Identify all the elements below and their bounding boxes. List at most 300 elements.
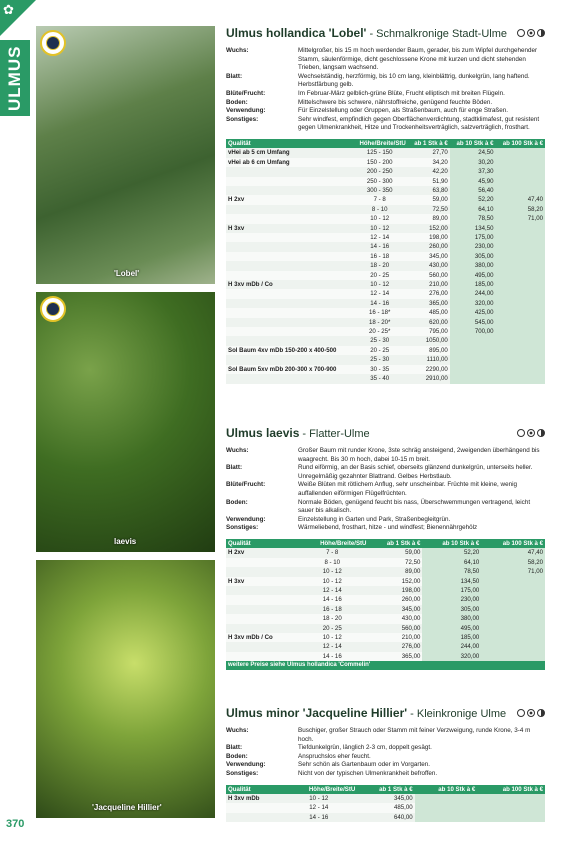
table-cell: 42,20: [408, 167, 450, 176]
table-cell: [481, 605, 545, 614]
table-cell: 12 - 14: [280, 803, 357, 812]
attribute-row: [226, 524, 545, 533]
table-cell: 18 - 20: [296, 614, 368, 623]
column-header: Höhe/Breite/StU: [352, 139, 408, 148]
table-row: [226, 652, 545, 661]
table-cell: [481, 642, 545, 651]
attribute-row: [226, 761, 545, 770]
table-cell: 10 - 12: [352, 214, 408, 223]
photo-caption: 'Jacqueline Hillier': [92, 803, 162, 812]
table-row: [226, 205, 545, 214]
table-row: [226, 595, 545, 604]
table-cell: [495, 224, 545, 233]
table-footnote: weitere Preise siehe Ulmus hollandica 'Commelin': [226, 661, 545, 670]
table-cell: [226, 803, 280, 812]
photo-caption: 'Lobel': [114, 269, 140, 278]
table-cell: 14 - 16: [296, 595, 368, 604]
price-table: [226, 785, 545, 823]
table-cell: 485,00: [408, 308, 450, 317]
table-cell: 14 - 16: [352, 299, 408, 308]
table-cell: 495,00: [422, 624, 481, 633]
table-cell: [226, 177, 352, 186]
table-cell: 185,00: [450, 280, 496, 289]
column-header: Qualität: [226, 139, 352, 148]
table-cell: [495, 158, 545, 167]
table-cell: 560,00: [408, 271, 450, 280]
table-cell: 58,20: [481, 558, 545, 567]
table-cell: 8 - 10: [296, 558, 368, 567]
table-cell: 134,50: [422, 577, 481, 586]
table-cell: [450, 355, 496, 364]
table-cell: 185,00: [422, 633, 481, 642]
quality-seal: [40, 30, 66, 56]
table-cell: [495, 318, 545, 327]
attribute-value: Rund eiförmig, an der Basis schief, oberseits glänzend dunkelgrün, unterseits heller. Unregelmäßig gezahnter Blattrand. Gelbes Herbstlaub.: [298, 464, 533, 480]
table-cell: 59,00: [408, 195, 450, 204]
column-header: ab 100 Stk à €: [481, 539, 545, 548]
table-row: [226, 252, 545, 261]
table-cell: 12 - 14: [352, 233, 408, 242]
table-cell: 560,00: [368, 624, 422, 633]
table-cell: [226, 233, 352, 242]
table-row: [226, 365, 545, 374]
table-cell: [226, 318, 352, 327]
attribute-value: Sehr windfest, empfindlich gegen Oberflächenverdichtung, stadtklimafest, gut resistent gegen Ulmenkrankheit, Hitze und Trockenheitsverträglich, salzverträglich, frosthart.: [298, 115, 540, 132]
table-cell: 300 - 350: [352, 186, 408, 195]
table-cell: [226, 242, 352, 251]
table-cell: 198,00: [368, 586, 422, 595]
table-cell: [226, 624, 296, 633]
table-cell: 152,00: [368, 577, 422, 586]
table-row: [226, 642, 545, 651]
attribute-list: [226, 447, 545, 533]
table-row: [226, 633, 545, 642]
table-row: [226, 186, 545, 195]
table-cell: [495, 346, 545, 355]
table-cell: [495, 299, 545, 308]
table-row: [226, 280, 545, 289]
table-cell: 47,40: [495, 195, 545, 204]
table-cell: [495, 186, 545, 195]
table-row: [226, 224, 545, 233]
table-cell: 25 - 30: [352, 336, 408, 345]
table-cell: 20 - 25: [352, 271, 408, 280]
table-cell: [226, 186, 352, 195]
table-cell: 152,00: [408, 224, 450, 233]
table-row: [226, 577, 545, 586]
table-cell: 795,00: [408, 327, 450, 336]
table-cell: 2910,00: [408, 374, 450, 383]
table-cell: 30,20: [450, 158, 496, 167]
table-cell: 345,00: [368, 605, 422, 614]
table-cell: 18 - 20*: [352, 318, 408, 327]
table-cell: 365,00: [368, 652, 422, 661]
table-cell: H 2xv: [226, 548, 296, 557]
table-cell: 20 - 25: [352, 346, 408, 355]
site-icons: [517, 709, 545, 717]
table-cell: 640,00: [357, 813, 414, 822]
table-cell: 244,00: [422, 642, 481, 651]
table-cell: [226, 642, 296, 651]
table-row: [226, 261, 545, 270]
column-header: ab 10 Stk à €: [422, 539, 481, 548]
attribute-label: Verwendung:: [226, 107, 266, 115]
table-cell: 51,90: [408, 177, 450, 186]
table-cell: 430,00: [368, 614, 422, 623]
table-cell: [495, 365, 545, 374]
site-icons: [517, 429, 545, 437]
section-jacqueline-hillier: [226, 706, 545, 822]
column-header: Qualität: [226, 539, 296, 548]
table-cell: 700,00: [450, 327, 496, 336]
attribute-label: Verwendung:: [226, 515, 266, 523]
table-cell: [495, 233, 545, 242]
attribute-row: [226, 753, 545, 762]
table-cell: 52,20: [422, 548, 481, 557]
table-cell: [495, 271, 545, 280]
table-cell: 16 - 18: [296, 605, 368, 614]
table-cell: [477, 794, 545, 803]
attribute-label: Blüte/Frucht:: [226, 89, 266, 97]
table-cell: [450, 346, 496, 355]
price-table: [226, 139, 545, 384]
table-cell: 63,80: [408, 186, 450, 195]
attribute-value: Mittelgroßer, bis 15 m hoch werdender Baum, gerader, bis zum Wipfel durchgehender Stamm, säulenförmige, dicht geschlossene Krone mit kurzen und dicht stehenden Trieben, langsam wachsend.: [298, 47, 538, 72]
attribute-row: [226, 744, 545, 753]
table-cell: [226, 205, 352, 214]
column-header: Höhe/Breite/StU: [280, 785, 357, 794]
table-cell: 34,20: [408, 158, 450, 167]
table-cell: 10 - 12: [352, 280, 408, 289]
attribute-row: [226, 73, 545, 90]
shade-icon: [537, 429, 545, 437]
product-title: Ulmus laevis - Flatter-Ulme: [226, 426, 545, 440]
attribute-list: [226, 47, 545, 133]
table-row: [226, 803, 545, 812]
table-cell: 198,00: [408, 233, 450, 242]
table-cell: 16 - 18: [352, 252, 408, 261]
section-laevis: [226, 426, 545, 670]
site-icons: [517, 29, 545, 37]
attribute-value: Für Einzelstellung oder Gruppen, als Straßenbaum, auch für enge Straßen.: [298, 107, 509, 115]
table-cell: [495, 242, 545, 251]
table-cell: 78,50: [450, 214, 496, 223]
table-row: [226, 813, 545, 822]
table-cell: 64,10: [450, 205, 496, 214]
column-header: ab 100 Stk à €: [477, 785, 545, 794]
table-cell: 12 - 14: [296, 642, 368, 651]
table-cell: [226, 614, 296, 623]
table-cell: [226, 252, 352, 261]
attribute-label: Sonstiges:: [226, 524, 259, 532]
table-cell: 52,20: [450, 195, 496, 204]
sun-icon: [517, 429, 525, 437]
table-cell: 10 - 12: [280, 794, 357, 803]
table-cell: 7 - 8: [296, 548, 368, 557]
table-cell: [226, 567, 296, 576]
table-cell: [226, 595, 296, 604]
table-cell: [495, 308, 545, 317]
table-row: [226, 148, 545, 157]
half-sun-icon: [527, 29, 535, 37]
leaf-icon: ✿: [3, 2, 14, 17]
table-cell: [495, 280, 545, 289]
table-cell: [226, 586, 296, 595]
table-row: [226, 299, 545, 308]
section-tab: [0, 0, 36, 118]
shade-icon: [537, 709, 545, 717]
table-cell: H 2xv: [226, 195, 352, 204]
table-cell: H 3xv: [226, 577, 296, 586]
table-cell: 7 - 8: [352, 195, 408, 204]
table-cell: [495, 327, 545, 336]
table-cell: [481, 652, 545, 661]
table-cell: [226, 299, 352, 308]
column-header: Qualität: [226, 785, 280, 794]
attribute-label: Boden:: [226, 98, 248, 106]
attribute-label: Blatt:: [226, 72, 243, 80]
table-cell: 10 - 12: [352, 224, 408, 233]
attribute-value: Einzelstellung in Garten und Park, Straßenbegleitgrün.: [298, 515, 451, 523]
table-row: [226, 318, 545, 327]
table-cell: 230,00: [422, 595, 481, 604]
table-cell: 320,00: [422, 652, 481, 661]
table-cell: 175,00: [422, 586, 481, 595]
attribute-row: [226, 99, 545, 108]
photo-lobel: [36, 26, 215, 284]
section-label: ULMUS: [0, 40, 30, 116]
table-cell: [226, 289, 352, 298]
table-cell: H 3xv mDb / Co: [226, 280, 352, 289]
table-cell: 71,00: [495, 214, 545, 223]
half-sun-icon: [527, 709, 535, 717]
table-cell: H 3xv mDb / Co: [226, 633, 296, 642]
table-row: [226, 624, 545, 633]
attribute-value: Anspruchslos eher feucht.: [298, 752, 371, 760]
table-cell: 276,00: [408, 289, 450, 298]
attribute-value: Buschiger, großer Strauch oder Stamm mit feiner Verzweigung, runde Krone, 3-4 m hoch.: [298, 727, 531, 743]
quality-seal: [40, 296, 66, 322]
table-cell: [495, 177, 545, 186]
table-cell: 210,00: [408, 280, 450, 289]
table-cell: 14 - 16: [296, 652, 368, 661]
table-row: [226, 177, 545, 186]
table-cell: 10 - 12: [296, 567, 368, 576]
table-cell: vHei ab 5 cm Umfang: [226, 148, 352, 157]
table-cell: [481, 614, 545, 623]
table-cell: H 3xv: [226, 224, 352, 233]
table-cell: [481, 624, 545, 633]
table-cell: [226, 813, 280, 822]
attribute-value: Wechselständig, herzförmig, bis 10 cm lang, kleinblättrig, dunkelgrün, lang haftend. Herbstfärbung gelb.: [298, 72, 530, 89]
table-cell: 78,50: [422, 567, 481, 576]
table-cell: [481, 577, 545, 586]
table-cell: [450, 336, 496, 345]
sun-icon: [517, 29, 525, 37]
photo-jacqueline-hillier: [36, 560, 215, 818]
table-row: [226, 614, 545, 623]
table-cell: 250 - 300: [352, 177, 408, 186]
table-cell: [495, 148, 545, 157]
table-row: [226, 605, 545, 614]
table-cell: [450, 374, 496, 383]
column-header: ab 1 Stk à €: [368, 539, 422, 548]
table-cell: 620,00: [408, 318, 450, 327]
table-cell: [477, 803, 545, 812]
table-row: [226, 327, 545, 336]
table-cell: [495, 261, 545, 270]
half-sun-icon: [527, 429, 535, 437]
table-row: [226, 233, 545, 242]
table-cell: [495, 336, 545, 345]
table-cell: 16 - 18*: [352, 308, 408, 317]
table-row: [226, 374, 545, 383]
table-cell: 230,00: [450, 242, 496, 251]
table-cell: 10 - 12: [296, 577, 368, 586]
column-header: ab 100 Stk à €: [495, 139, 545, 148]
table-cell: 45,90: [450, 177, 496, 186]
table-cell: 64,10: [422, 558, 481, 567]
attribute-row: [226, 447, 545, 464]
table-cell: 14 - 16: [352, 242, 408, 251]
table-cell: 89,00: [408, 214, 450, 223]
table-cell: 47,40: [481, 548, 545, 557]
table-cell: 20 - 25: [296, 624, 368, 633]
table-cell: 380,00: [450, 261, 496, 270]
attribute-row: [226, 481, 545, 498]
column-header: ab 1 Stk à €: [357, 785, 414, 794]
attribute-value: Mittelschwere bis schwere, nährstoffreiche, genügend feuchte Böden.: [298, 98, 493, 106]
table-cell: 895,00: [408, 346, 450, 355]
shade-icon: [537, 29, 545, 37]
table-cell: [481, 595, 545, 604]
attribute-row: [226, 47, 545, 73]
attribute-row: [226, 499, 545, 516]
table-cell: 210,00: [368, 633, 422, 642]
table-cell: [495, 355, 545, 364]
attribute-label: Blatt:: [226, 744, 243, 752]
attribute-row: [226, 107, 545, 116]
table-cell: 380,00: [422, 614, 481, 623]
photo-caption: laevis: [114, 537, 137, 546]
table-row: [226, 271, 545, 280]
table-cell: 150 - 200: [352, 158, 408, 167]
attribute-label: Wuchs:: [226, 47, 249, 54]
table-cell: 37,30: [450, 167, 496, 176]
table-cell: [481, 633, 545, 642]
table-row: [226, 158, 545, 167]
table-row: [226, 336, 545, 345]
attribute-label: Verwendung:: [226, 761, 266, 769]
table-row: [226, 567, 545, 576]
page-number: 370: [6, 818, 25, 830]
table-row: [226, 214, 545, 223]
table-cell: 545,00: [450, 318, 496, 327]
attribute-label: Blatt:: [226, 464, 243, 472]
table-cell: 30 - 35: [352, 365, 408, 374]
attribute-value: Sehr schön als Gartenbaum oder im Vorgarten.: [298, 761, 430, 769]
table-row: [226, 308, 545, 317]
column-header: ab 1 Stk à €: [408, 139, 450, 148]
table-row: [226, 242, 545, 251]
table-cell: 12 - 14: [352, 289, 408, 298]
table-cell: [226, 327, 352, 336]
table-cell: 8 - 10: [352, 205, 408, 214]
table-cell: 365,00: [408, 299, 450, 308]
table-cell: 71,00: [481, 567, 545, 576]
table-cell: vHei ab 6 cm Umfang: [226, 158, 352, 167]
table-cell: [450, 365, 496, 374]
table-cell: [226, 271, 352, 280]
attribute-row: [226, 727, 545, 744]
table-cell: 25 - 30: [352, 355, 408, 364]
table-cell: [495, 374, 545, 383]
table-cell: 260,00: [368, 595, 422, 604]
table-cell: 2290,00: [408, 365, 450, 374]
table-cell: 59,00: [368, 548, 422, 557]
column-header: ab 10 Stk à €: [415, 785, 478, 794]
table-cell: 24,50: [450, 148, 496, 157]
table-cell: H 3xv mDb: [226, 794, 280, 803]
attribute-label: Sonstiges:: [226, 115, 259, 123]
table-cell: 27,70: [408, 148, 450, 157]
table-cell: Sol Baum 5xv mDb 200-300 x 700-900: [226, 365, 352, 374]
table-cell: 320,00: [450, 299, 496, 308]
table-cell: [226, 355, 352, 364]
table-cell: [226, 214, 352, 223]
table-cell: 18 - 20: [352, 261, 408, 270]
table-row: [226, 346, 545, 355]
attribute-label: Boden:: [226, 752, 248, 760]
attribute-label: Blüte/Frucht:: [226, 481, 266, 489]
table-cell: 276,00: [368, 642, 422, 651]
table-cell: 72,50: [408, 205, 450, 214]
table-cell: [226, 652, 296, 661]
attribute-value: Normale Böden, genügend feucht bis nass, Überschwemmungen vertragend, leicht sauer bis alkalisch.: [298, 498, 531, 515]
attribute-value: Nicht von der typischen Ulmenkrankheit befroffen.: [298, 769, 438, 777]
table-cell: [226, 605, 296, 614]
table-cell: [481, 586, 545, 595]
table-row: [226, 586, 545, 595]
table-cell: [495, 167, 545, 176]
table-cell: 20 - 25*: [352, 327, 408, 336]
table-cell: 12 - 14: [296, 586, 368, 595]
table-cell: [226, 374, 352, 383]
attribute-row: [226, 116, 545, 133]
table-cell: 425,00: [450, 308, 496, 317]
table-cell: 35 - 40: [352, 374, 408, 383]
table-cell: 305,00: [422, 605, 481, 614]
column-header: ab 10 Stk à €: [450, 139, 496, 148]
table-cell: [415, 803, 478, 812]
table-cell: 345,00: [357, 794, 414, 803]
table-cell: [495, 289, 545, 298]
table-cell: 244,00: [450, 289, 496, 298]
table-cell: 89,00: [368, 567, 422, 576]
table-cell: 345,00: [408, 252, 450, 261]
table-cell: 56,40: [450, 186, 496, 195]
table-cell: [226, 261, 352, 270]
table-cell: 485,00: [357, 803, 414, 812]
attribute-value: Großer Baum mit runder Krone, 3ste schräg ansteigend, 2weigenden überhängend bis waagrecht. Bis 30 m hoch, dabei 10-15 m breit.: [298, 447, 540, 463]
table-row: [226, 289, 545, 298]
attribute-value: Im Februar-März gelblich-grüne Blüte, Frucht elliptisch mit breiten Flügeln.: [298, 89, 505, 97]
table-cell: 495,00: [450, 271, 496, 280]
table-cell: [415, 813, 478, 822]
table-cell: 260,00: [408, 242, 450, 251]
section-lobel: [226, 26, 545, 384]
photo-laevis: [36, 292, 215, 552]
